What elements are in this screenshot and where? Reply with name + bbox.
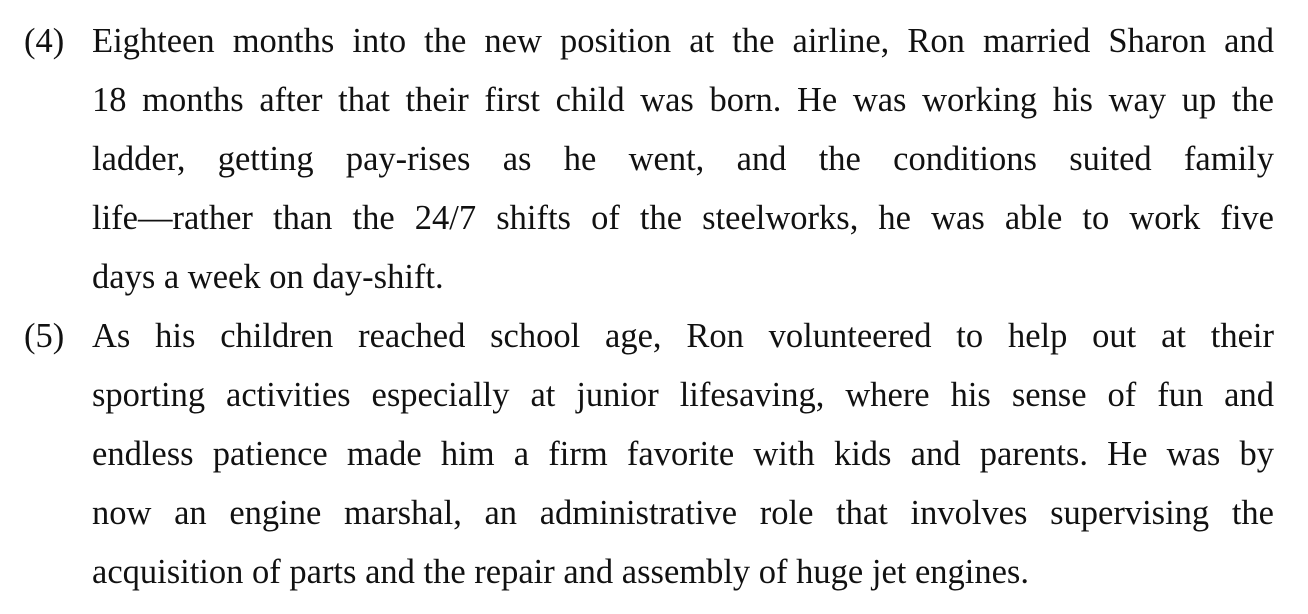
text-line: As his children reached school age, Ron volunteered to help out at their [92, 317, 1274, 355]
paragraph-text [92, 12, 1274, 307]
text-line: days a week on day-shift. [92, 258, 444, 296]
text-line: Eighteen months into the new position at the airline, Ron married Sharon and [92, 22, 1274, 60]
paragraph-number: (4) [24, 22, 65, 60]
text-line: 18 months after that their first child was born. He was working his way up the [92, 81, 1274, 119]
paragraph-text [92, 307, 1274, 602]
text-line: ladder, getting pay-rises as he went, and the conditions suited family [92, 140, 1274, 178]
text-line: sporting activities especially at junior lifesaving, where his sense of fun and [92, 376, 1274, 414]
text-line: now an engine marshal, an administrative role that involves supervising the [92, 494, 1274, 532]
text-line: endless patience made him a firm favorite with kids and parents. He was by [92, 435, 1274, 473]
paragraph-number: (5) [24, 317, 65, 355]
text-line: life—rather than the 24/7 shifts of the steelworks, he was able to work five [92, 199, 1274, 237]
text-line: acquisition of parts and the repair and assembly of huge jet engines. [92, 553, 1029, 591]
